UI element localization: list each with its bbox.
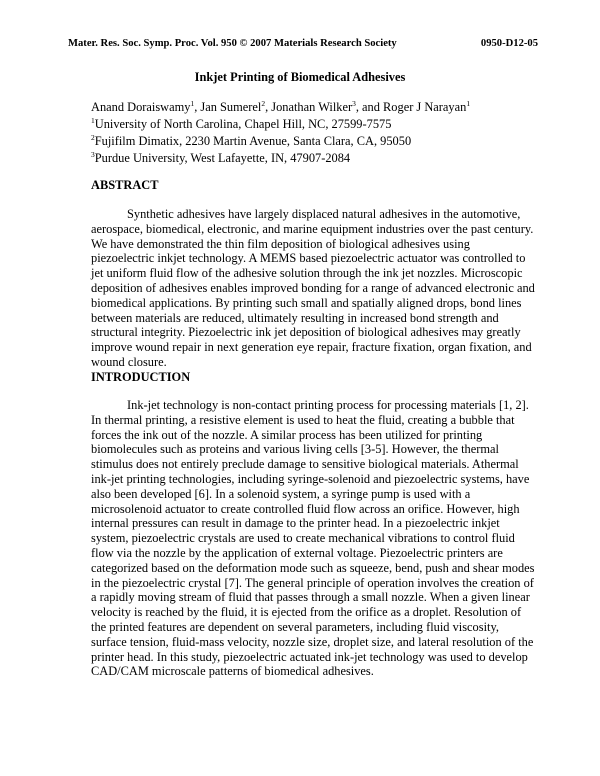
affiliation-line: [91, 150, 560, 167]
paper-title: Inkjet Printing of Biomedical Adhesives: [194, 70, 406, 84]
author-name: Jan Sumerel: [200, 100, 262, 114]
author-block: [91, 99, 560, 167]
affiliation-text: University of North Carolina, Chapel Hill, NC, 27599-7575: [94, 116, 392, 131]
text-line: CAD/CAM microscale patterns of biomedical adhesives.: [91, 664, 374, 679]
author-name: Jonathan Wilker: [271, 100, 353, 114]
affiliation-mark: 1: [91, 115, 95, 125]
text-line: between materials are reduced, ultimately resulting in increased bond strength and: [91, 310, 499, 325]
running-header: [68, 38, 538, 49]
author-separator: ,: [265, 100, 272, 114]
text-line: the printed features are dependent on several parameters, including fluid viscosity,: [91, 619, 499, 634]
affiliation-text: Fujifilm Dimatix, 2230 Martin Avenue, Santa Clara, CA, 95050: [94, 133, 412, 148]
text-line: Ink-jet technology is non-contact printing process for processing materials [1, 2].: [127, 398, 529, 412]
text-line: structural integrity. Piezoelectric ink jet deposition of biological adhesives may greatly: [91, 325, 521, 340]
introduction-heading: INTRODUCTION: [91, 370, 191, 384]
author-name: Anand Doraiswamy: [91, 100, 191, 114]
text-line: internal pressures can result in damage to the printer head. In a piezoelectric inkjet: [91, 516, 500, 531]
text-line: stimulus does not entirely preclude damage to sensitive biological materials. Athermal: [91, 457, 519, 472]
affiliation-mark: 2: [91, 132, 95, 142]
text-line: wound closure.: [91, 354, 167, 369]
text-line: system, piezoelectric crystals are used to create mechanical vibrations to control fluid: [91, 531, 515, 546]
text-line: forces the ink out of the nozzle. A similar process has been utilized for printing: [91, 427, 483, 442]
paper-id: 0950-D12-05: [480, 38, 538, 49]
affiliation-text: Purdue University, West Lafayette, IN, 47907-2084: [94, 150, 351, 165]
text-line: microsolenoid actuator to create controlled fluid flow across an orifice. However, high: [91, 501, 520, 516]
text-line: aerospace, biomedical, electronic, and marine equipment industries over the past century.: [91, 221, 534, 236]
text-line: flow via the nozzle by the application of external voltage. Piezoelectric printers are: [91, 545, 503, 560]
author-affiliation-mark: 1: [190, 99, 195, 108]
author-affiliation-mark: 3: [352, 99, 356, 108]
author-separator: ,: [194, 100, 201, 114]
abstract-paragraph: [91, 207, 560, 370]
text-line: We have demonstrated the thin film deposition of biological adhesives using: [91, 236, 470, 251]
author-affiliation-mark: 1: [466, 99, 471, 108]
text-line: biomolecules such as proteins and various living cells [3-5]. However, the thermal: [91, 442, 499, 457]
author-affiliation-mark: 2: [261, 99, 266, 108]
citation-text: Mater. Res. Soc. Symp. Proc. Vol. 950 © 2007 Materials Research Society: [68, 38, 397, 49]
text-line: deposition of adhesives enables improved bonding for a range of advanced electronic and: [91, 280, 535, 295]
abstract-heading: ABSTRACT: [91, 178, 159, 192]
text-line: velocity is reached by the fluid, it is ejected from the orifice as a droplet. Resolution of: [91, 605, 522, 620]
affiliation-line: [91, 133, 560, 150]
text-line: a rapidly moving stream of fluid that passes through a small nozzle. When a given linear: [91, 590, 530, 605]
text-line: In thermal printing, a resistive element is used to heat the fluid, creating a bubble that: [91, 412, 515, 427]
text-line: also been developed [6]. In a solenoid system, a syringe pump is used with a: [91, 486, 471, 501]
text-line: biomedical applications. By printing such small and spatially aligned drops, bond lines: [91, 295, 522, 310]
text-line: surface tension, fluid-mass velocity, nozzle size, droplet size, and lateral resolution of the: [91, 634, 534, 649]
author-list: [91, 99, 560, 116]
affiliation-mark: 3: [91, 149, 95, 159]
introduction-paragraph: [91, 398, 560, 679]
text-line: improve wound repair in next generation eye repair, fracture fixation, organ fixation, and: [91, 340, 532, 355]
text-line: jet uniform fluid flow of the adhesive solution through the ink jet nozzles. Microscopic: [91, 266, 523, 281]
text-line: in the piezoelectric crystal [7]. The general principle of operation involves the creation of: [91, 575, 534, 590]
author-separator: , and: [355, 100, 384, 114]
text-line: Synthetic adhesives have largely displaced natural adhesives in the automotive,: [127, 207, 521, 221]
affiliation-line: [91, 116, 560, 133]
text-line: printer head. In this study, piezoelectric actuated ink-jet technology was used to develop: [91, 649, 528, 664]
text-line: piezoelectric inkjet technology. A MEMS based piezoelectric actuator was controlled to: [91, 251, 526, 266]
text-line: ink-jet printing technologies, including syringe-solenoid and piezoelectric systems, have: [91, 471, 530, 486]
author-name: Roger J Narayan: [383, 100, 467, 114]
text-line: categorized based on the deformation mode such as squeeze, bend, push and shear modes: [91, 560, 535, 575]
